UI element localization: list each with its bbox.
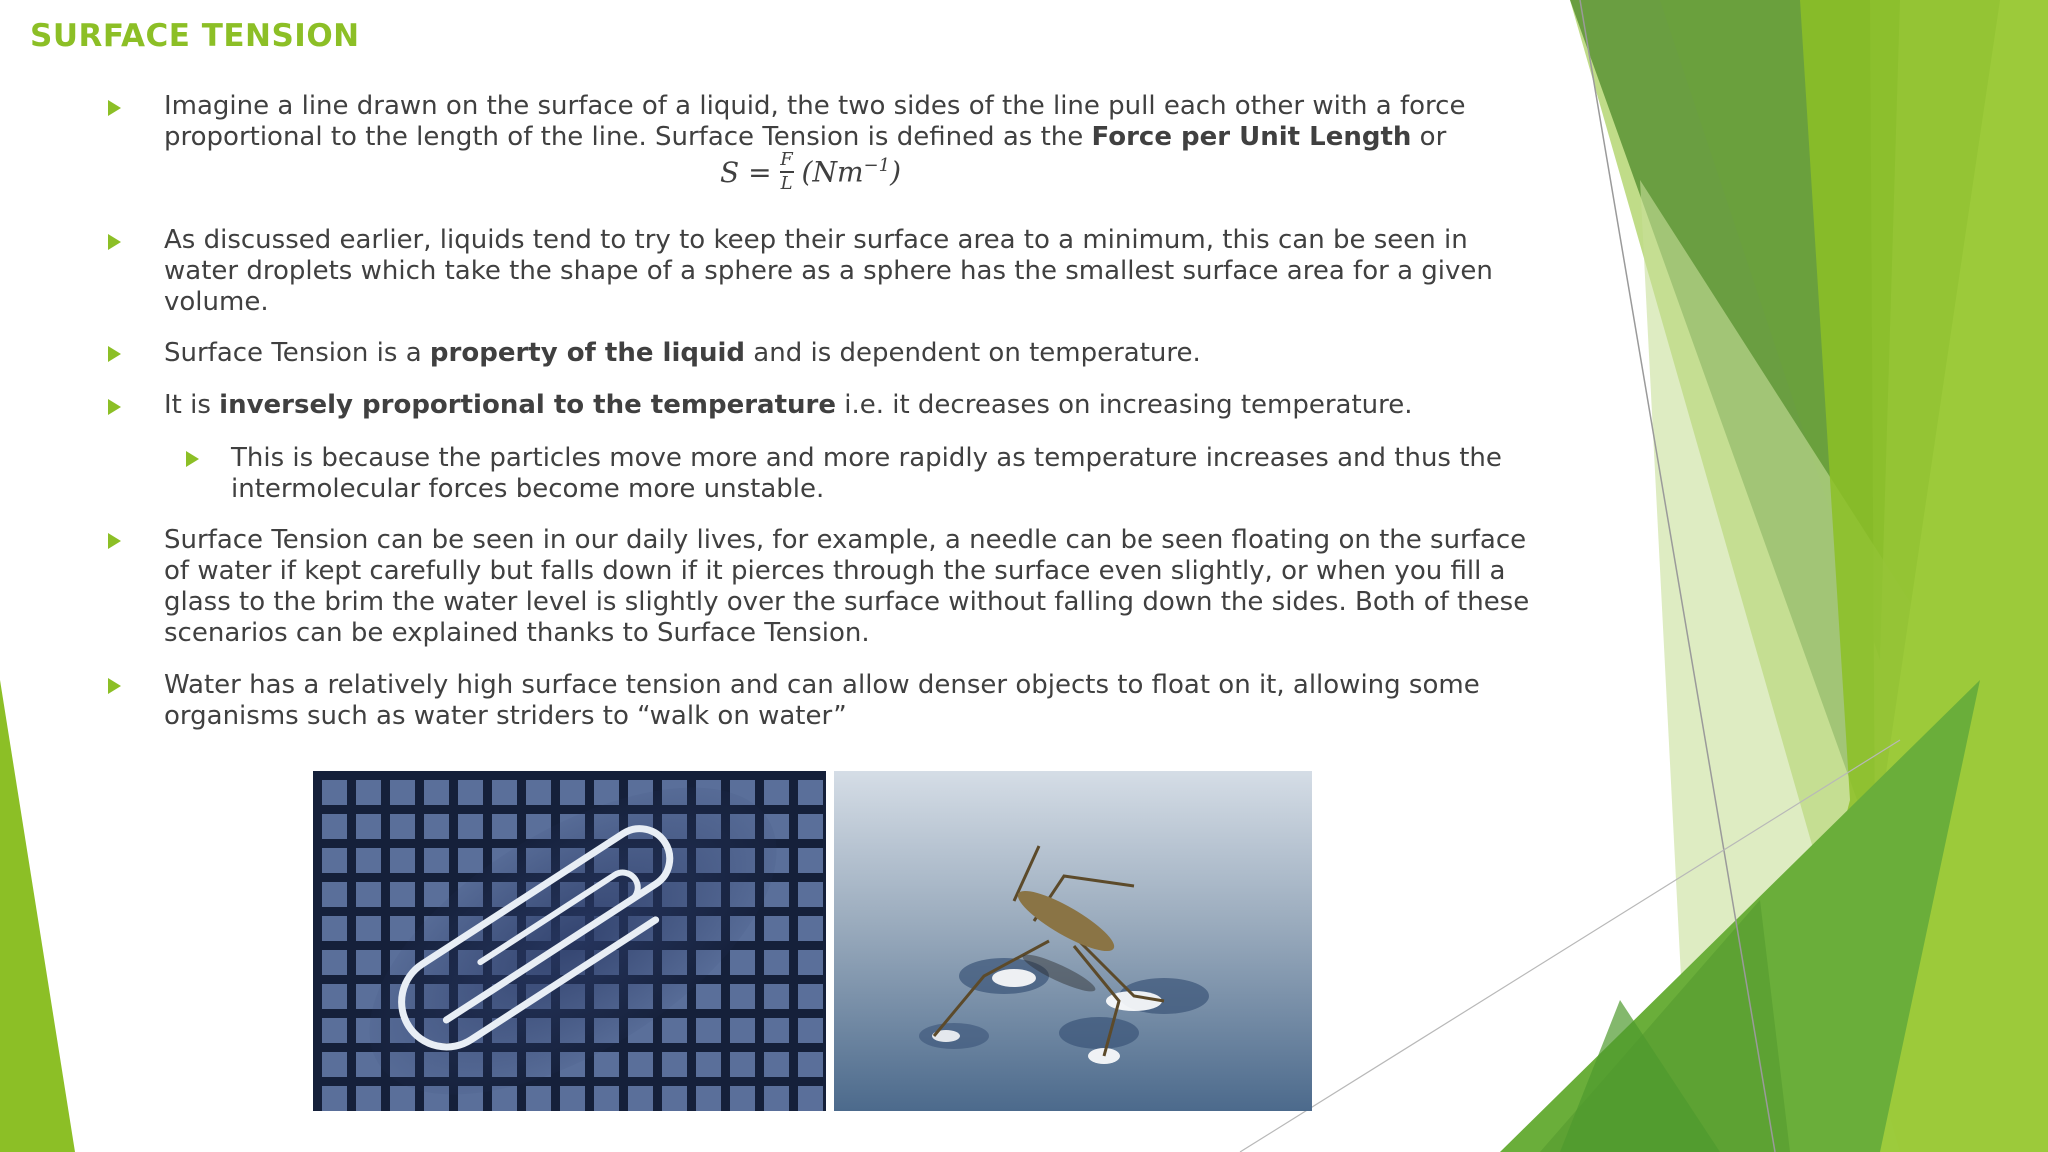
bullet-1-line-2 xyxy=(164,122,1465,153)
formula-units-base: (Nm xyxy=(801,155,864,189)
bullet-1-text-end: or xyxy=(1411,122,1447,152)
sub-bullet-1-line-1: This is because the particles move more and more rapidly as temperature increases and thus the xyxy=(231,443,1502,473)
bullet-3-text: Surface Tension is a xyxy=(164,338,430,368)
paperclip-illustration xyxy=(313,771,826,1111)
water-strider-image xyxy=(834,771,1312,1111)
bullet-arrow-icon xyxy=(108,678,121,694)
formula-units xyxy=(802,155,901,188)
bullet-arrow-icon xyxy=(108,533,121,549)
formula-fraction xyxy=(780,150,794,194)
bullet-2-line-3: volume. xyxy=(164,287,269,317)
bullet-4-text-end: i.e. it decreases on increasing temperature. xyxy=(835,390,1413,420)
bullet-1-line-1: Imagine a line drawn on the surface of a liquid, the two sides of the line pull each other with a force xyxy=(164,91,1466,121)
water-strider-illustration xyxy=(834,771,1312,1111)
sub-bullet-1 xyxy=(231,443,1502,505)
bullet-1-emphasis: Force per Unit Length xyxy=(1091,122,1412,152)
formula-numerator: F xyxy=(780,149,793,170)
bullet-6 xyxy=(164,670,1480,732)
bullet-5-line-4: scenarios can be explained thanks to Surface Tension. xyxy=(164,618,870,648)
bullet-4-text: It is xyxy=(164,390,220,420)
bullet-5 xyxy=(164,525,1529,649)
bullet-arrow-icon xyxy=(108,346,121,362)
bullet-4-emphasis: inversely proportional to the temperature xyxy=(219,390,836,420)
slide-title: SURFACE TENSION xyxy=(30,18,360,54)
surface-tension-formula xyxy=(720,150,901,194)
bullet-1-text: proportional to the length of the line. Surface Tension is defined as the xyxy=(164,122,1092,152)
bullet-5-line-2: of water if kept carefully but falls down if it pierces through the surface even slightly, or when you fill a xyxy=(164,556,1506,586)
bullet-2-line-1: As discussed earlier, liquids tend to try to keep their surface area to a minimum, this can be seen in xyxy=(164,225,1468,255)
formula-units-close: ) xyxy=(890,155,902,189)
formula-lhs: S = xyxy=(720,155,772,189)
bullet-4 xyxy=(164,390,1413,421)
bullet-2-line-2: water droplets which take the shape of a sphere as a sphere has the smallest surface area for a given xyxy=(164,256,1493,286)
bullet-3-emphasis: property of the liquid xyxy=(429,338,746,368)
bullet-6-line-2: organisms such as water striders to “walk on water” xyxy=(164,701,847,731)
formula-denominator: L xyxy=(780,173,793,194)
bullet-5-line-3: glass to the brim the water level is slightly over the surface without falling down the sides. Both of these xyxy=(164,587,1530,617)
bullet-arrow-icon xyxy=(108,234,121,250)
bullet-3-text-end: and is dependent on temperature. xyxy=(745,338,1201,368)
bullet-5-line-1: Surface Tension can be seen in our daily lives, for example, a needle can be seen floating on the surface xyxy=(164,525,1527,555)
formula-units-exponent: −1 xyxy=(863,155,891,177)
sub-bullet-1-line-2: intermolecular forces become more unstable. xyxy=(231,474,825,504)
bullet-2 xyxy=(164,225,1493,318)
bullet-6-line-1: Water has a relatively high surface tension and can allow denser objects to float on it, allowing some xyxy=(164,670,1480,700)
paperclip-floating-image xyxy=(313,771,826,1111)
bullet-arrow-icon xyxy=(108,399,121,415)
bullet-arrow-icon xyxy=(108,100,121,116)
sub-bullet-arrow-icon xyxy=(186,451,199,467)
bullet-3 xyxy=(164,338,1201,369)
bullet-1 xyxy=(164,91,1465,153)
